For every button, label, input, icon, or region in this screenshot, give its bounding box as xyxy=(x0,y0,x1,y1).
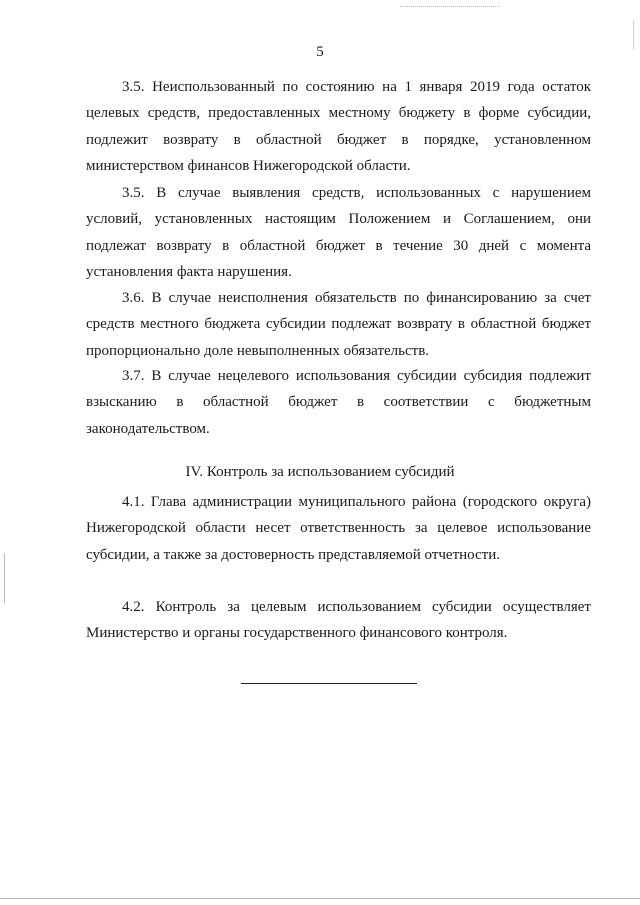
section-heading: IV. Контроль за использованием субсидий xyxy=(185,464,455,480)
paragraph-3-5-unused-funds: 3.5. Неиспользованный по состоянию на 1 января 2019 года остаток целевых средств, предоставленных местному бюджету в форме субсидии, подлежит возврату в областной бюджет в порядке, установленном министерством финансов Нижегородской области. xyxy=(86,79,591,175)
paragraph-4-2-control: 4.2. Контроль за целевым использованием субсидии осуществляет Министерство и органы государственного финансового контроля. xyxy=(86,599,591,642)
paragraph-3-6-non-fulfillment: 3.6. В случае неисполнения обязательств по финансированию за счет средств местного бюджета субсидии подлежат возврату в областной бюджет пропорционально доле невыполненных обязательств. xyxy=(86,290,591,359)
scan-artifact-bottom xyxy=(0,898,640,899)
page-number: 5 xyxy=(316,44,324,60)
scan-artifact-left xyxy=(4,553,5,603)
paragraph-4-1-responsibility: 4.1. Глава администрации муниципального района (городского округа) Нижегородской области несет ответственность за целевое использование субсидии, а также за достоверность представляемой отчетности. xyxy=(86,494,591,563)
scan-artifact-top xyxy=(400,6,500,7)
end-of-text-rule xyxy=(241,683,417,684)
paragraph-3-7-misuse: 3.7. В случае нецелевого использования субсидии субсидия подлежит взысканию в областной бюджет в соответствии с бюджетным законодательством. xyxy=(86,368,591,437)
paragraph-3-5-violation: 3.5. В случае выявления средств, использованных с нарушением условий, установленных настоящим Положением и Соглашением, они подлежат возврату в областной бюджет в течение 30 дней с момента установления факта нарушения. xyxy=(86,185,591,281)
